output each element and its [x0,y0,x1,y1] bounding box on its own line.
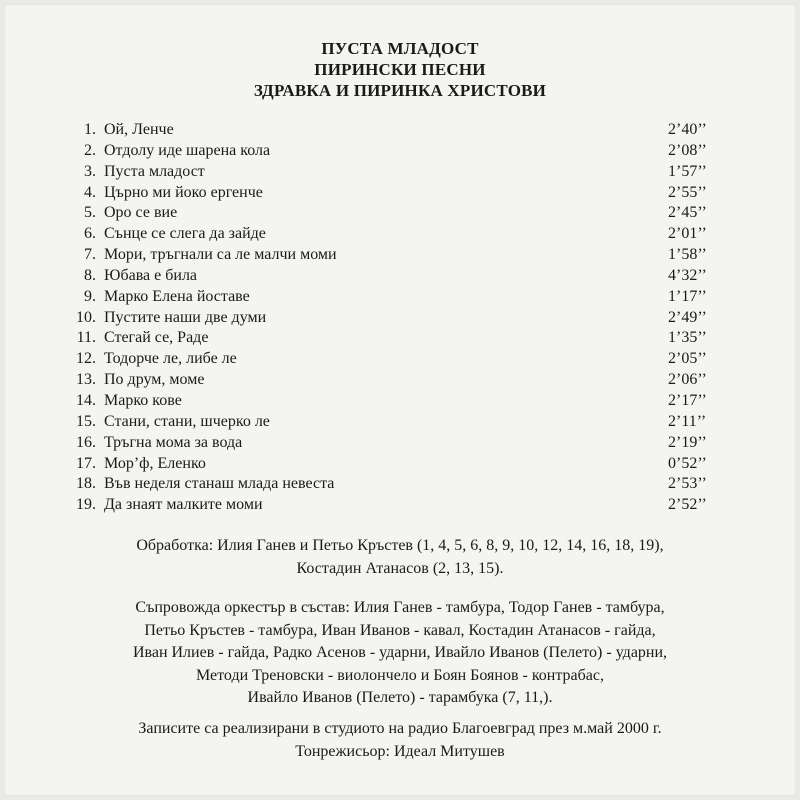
track-duration: 2’06’’ [668,371,707,389]
album-header [0,38,800,101]
track-title: Тръгна мома за вода [104,433,243,451]
track-duration: 2’11’’ [668,412,707,430]
track-duration: 4’32’’ [668,266,707,284]
track-number: 13. [76,371,96,389]
track-number: 4. [84,183,96,201]
sound-engineer-line: Тонрежисьор: Идеал Митушев [295,742,505,760]
track-row [0,328,800,349]
track-title: Мор’ф, Еленко [104,454,206,472]
track-row [0,349,800,370]
track-row [0,245,800,266]
orchestra-line: Съпровожда оркестър в състав: Илия Ганев - тамбура, Тодор Ганев - тамбура, [135,599,665,616]
album-subtitle: ПИРИНСКИ ПЕСНИ [314,60,486,79]
track-number: 15. [76,412,96,430]
track-duration: 1’17’’ [668,287,707,305]
track-row [0,370,800,391]
track-row [0,454,800,475]
track-title: Сънце се слега да зайде [104,225,266,243]
track-duration: 1’57’’ [668,162,707,180]
track-number: 3. [84,162,96,180]
track-title: Оро се вие [104,204,178,222]
track-number: 2. [84,141,96,159]
track-title: Юбава е била [104,266,198,284]
track-title: Пустите наши две думи [104,308,267,326]
track-duration: 2’19’’ [668,433,707,451]
arrangement-line: Обработка: Илия Ганев и Петьо Кръстев (1, 4, 5, 6, 8, 9, 10, 12, 14, 16, 18, 19), [136,537,664,554]
track-duration: 2’17’’ [668,391,707,409]
track-number: 8. [84,266,96,284]
track-row [0,120,800,141]
track-duration: 2’52’’ [668,496,707,514]
track-duration: 2’55’’ [668,183,707,201]
track-number: 17. [76,454,96,472]
arrangement-line: Костадин Атанасов (2, 13, 15). [296,559,504,577]
album-artists: ЗДРАВКА И ПИРИНКА ХРИСТОВИ [253,81,547,100]
track-title: Мори, тръгнали са ле малчи моми [104,246,337,264]
track-title: Пуста младост [104,162,205,180]
track-row [0,266,800,287]
track-number: 5. [84,204,96,222]
track-duration: 2’01’’ [668,225,707,243]
track-row [0,141,800,162]
track-title: Във неделя станаш млада невеста [104,475,335,493]
track-list [0,120,800,516]
track-title: По друм, моме [104,371,205,389]
track-duration: 0’52’’ [668,454,707,472]
track-row [0,391,800,412]
orchestra-line: Методи Треновски - виолончело и Боян Боянов - контрабас, [196,666,604,684]
track-duration: 1’58’’ [668,246,707,264]
track-row [0,308,800,329]
track-number: 14. [76,391,96,409]
track-number: 1. [84,121,96,138]
track-number: 18. [76,475,96,493]
arrangement-credits [0,535,800,580]
track-row [0,287,800,308]
track-number: 7. [84,246,96,264]
track-duration: 2’53’’ [668,475,707,493]
track-duration: 2’05’’ [668,350,707,368]
track-duration: 2’40’’ [668,121,707,138]
track-row [0,474,800,495]
track-title: Да знаят малките моми [104,496,263,514]
album-title: ПУСТА МЛАДОСТ [321,39,479,58]
track-number: 6. [84,225,96,243]
recording-credits [0,718,800,763]
track-title: Тодорче ле, либе ле [104,350,237,368]
orchestra-line: Иван Илиев - гайда, Радко Асенов - ударни, Ивайло Иванов (Пелето) - ударни, [132,644,668,661]
track-title: Стани, стани, шчерко ле [104,412,270,430]
orchestra-credits [0,597,800,710]
track-row [0,224,800,245]
track-title: Църно ми йоко ергенче [104,183,263,201]
track-duration: 2’08’’ [668,141,707,159]
track-number: 16. [76,433,96,451]
track-title: Отдолу иде шарена кола [104,141,271,159]
track-row [0,412,800,433]
track-duration: 1’35’’ [668,329,707,347]
track-duration: 2’49’’ [668,308,707,326]
track-title: Марко Елена йоставе [104,287,250,305]
track-duration: 2’45’’ [668,204,707,222]
track-number: 9. [84,287,96,305]
track-title: Марко кове [104,391,182,409]
track-title: Стегай се, Раде [104,329,209,347]
track-number: 19. [76,496,96,514]
orchestra-line: Петьо Кръстев - тамбура, Иван Иванов - кавал, Костадин Атанасов - гайда, [144,621,656,639]
track-title: Ой, Ленче [104,121,174,138]
orchestra-line: Ивайло Иванов (Пелето) - тарамбука (7, 11,). [247,689,553,706]
track-number: 10. [76,308,96,326]
track-number: 11. [76,329,96,347]
track-row [0,183,800,204]
track-number: 12. [76,350,96,368]
track-row [0,495,800,516]
recording-line: Записите са реализирани в студиото на радио Благоевград през м.май 2000 г. [138,720,662,737]
track-row [0,203,800,224]
track-row [0,433,800,454]
track-row [0,162,800,183]
